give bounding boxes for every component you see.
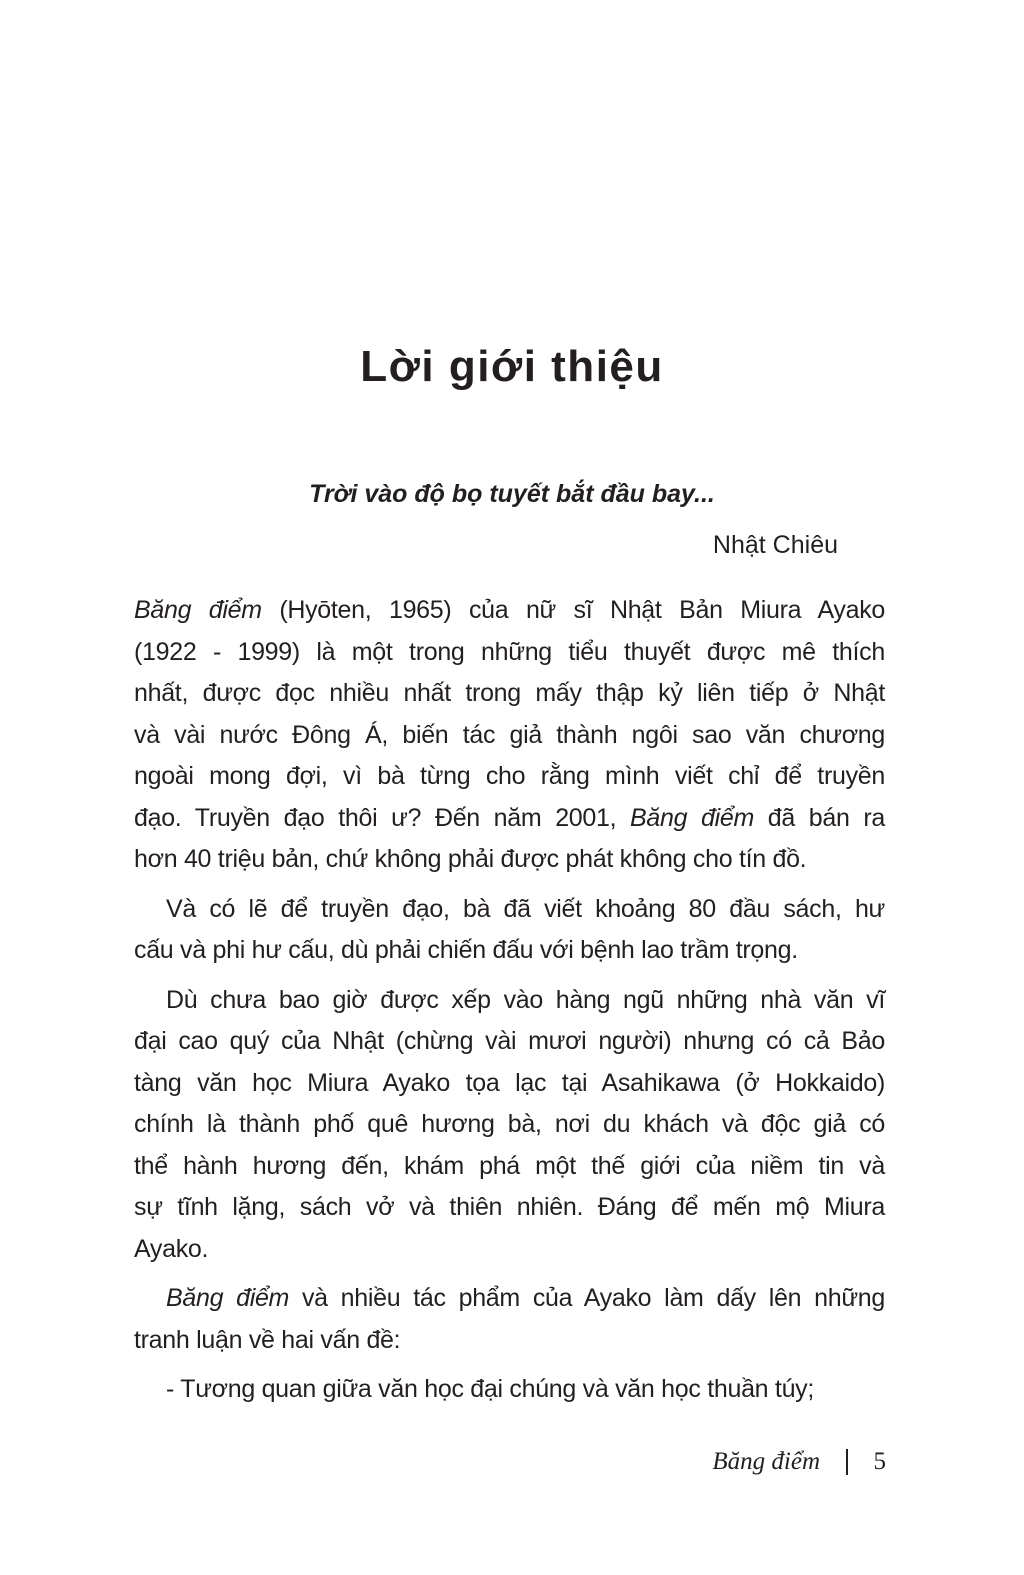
paragraph <box>134 1369 885 1411</box>
running-title: Băng điểm <box>712 1448 820 1475</box>
text-segment: Và có lẽ để truyền đạo, bà đã viết khoảng 80 đầu sách, hư <box>166 894 885 923</box>
italic-book-title: Băng điểm <box>134 596 262 624</box>
text-line <box>134 1146 885 1188</box>
text-segment: Ayako. <box>134 1234 209 1263</box>
text-segment: sự tĩnh lặng, sách vở và thiên nhiên. Đáng để mến mộ Miura <box>134 1193 885 1221</box>
text-line <box>134 756 885 798</box>
text-line <box>134 980 885 1022</box>
text-line <box>134 1229 885 1271</box>
text-line <box>134 715 885 757</box>
text-segment: (1922 - 1999) là một trong những tiểu thuyết được mê thích <box>134 637 885 666</box>
text-segment: chính là thành phố quê hương bà, nơi du khách và độc giả có <box>134 1110 885 1138</box>
italic-book-title: Băng điểm <box>630 803 755 832</box>
text-segment: đạo. Truyền đạo thôi ư? Đến năm 2001, <box>134 803 631 832</box>
text-line <box>134 1369 885 1411</box>
text-line <box>134 839 885 881</box>
text-segment: và vài nước Đông Á, biến tác giả thành ngôi sao văn chương <box>134 720 885 749</box>
text-segment: đã bán ra <box>754 803 886 832</box>
paragraph <box>134 980 885 1271</box>
epigraph: Trời vào độ bọ tuyết bắt đầu bay... <box>309 480 715 508</box>
text-line <box>134 798 885 840</box>
text-line <box>134 1187 885 1229</box>
paragraph <box>134 1278 885 1361</box>
text-line <box>134 632 885 674</box>
text-segment: cấu và phi hư cấu, dù phải chiến đấu với bệnh lao trầm trọng. <box>134 936 798 964</box>
text-line <box>134 1278 885 1320</box>
text-segment: tàng văn học Miura Ayako tọa lạc tại Asahikawa (ở Hokkaido) <box>134 1068 885 1097</box>
page-number: 5 <box>873 1448 886 1475</box>
text-line <box>134 1063 885 1105</box>
text-line <box>134 673 885 715</box>
text-line <box>134 889 885 931</box>
text-segment: đại cao quý của Nhật (chừng vài mươi người) nhưng có cả Bảo <box>134 1027 885 1055</box>
epigraph-author: Nhật Chiêu <box>712 531 838 559</box>
text-segment: hơn 40 triệu bản, chứ không phải được phát không cho tín đồ. <box>134 845 807 873</box>
text-line <box>134 930 885 972</box>
text-line <box>134 1104 885 1146</box>
text-line <box>134 1320 885 1362</box>
text-segment: (Hyōten, 1965) của nữ sĩ Nhật Bản Miura Ayako <box>261 596 886 624</box>
text-segment: Dù chưa bao giờ được xếp vào hàng ngũ những nhà văn vĩ <box>166 985 885 1014</box>
text-segment: thể hành hương đến, khám phá một thế giới của niềm tin và <box>134 1151 885 1180</box>
body-text <box>134 590 885 1419</box>
text-segment: tranh luận về hai vấn đề: <box>134 1325 401 1354</box>
text-segment: - Tương quan giữa văn học đại chúng và văn học thuần túy; <box>166 1375 815 1403</box>
paragraph <box>134 889 885 972</box>
chapter-title: Lời giới thiệu <box>360 342 664 391</box>
text-segment: ngoài mong đợi, vì bà từng cho rằng mình viết chỉ để truyền <box>134 762 885 790</box>
page-footer <box>712 1448 886 1476</box>
italic-book-title: Băng điểm <box>166 1284 290 1312</box>
text-segment: nhất, được đọc nhiều nhất trong mấy thập kỷ liên tiếp ở Nhật <box>134 679 885 707</box>
paragraph <box>134 590 885 881</box>
text-segment: và nhiều tác phẩm của Ayako làm dấy lên những <box>289 1284 885 1312</box>
footer-divider <box>846 1449 848 1475</box>
text-line <box>134 1021 885 1063</box>
text-line <box>134 590 885 632</box>
